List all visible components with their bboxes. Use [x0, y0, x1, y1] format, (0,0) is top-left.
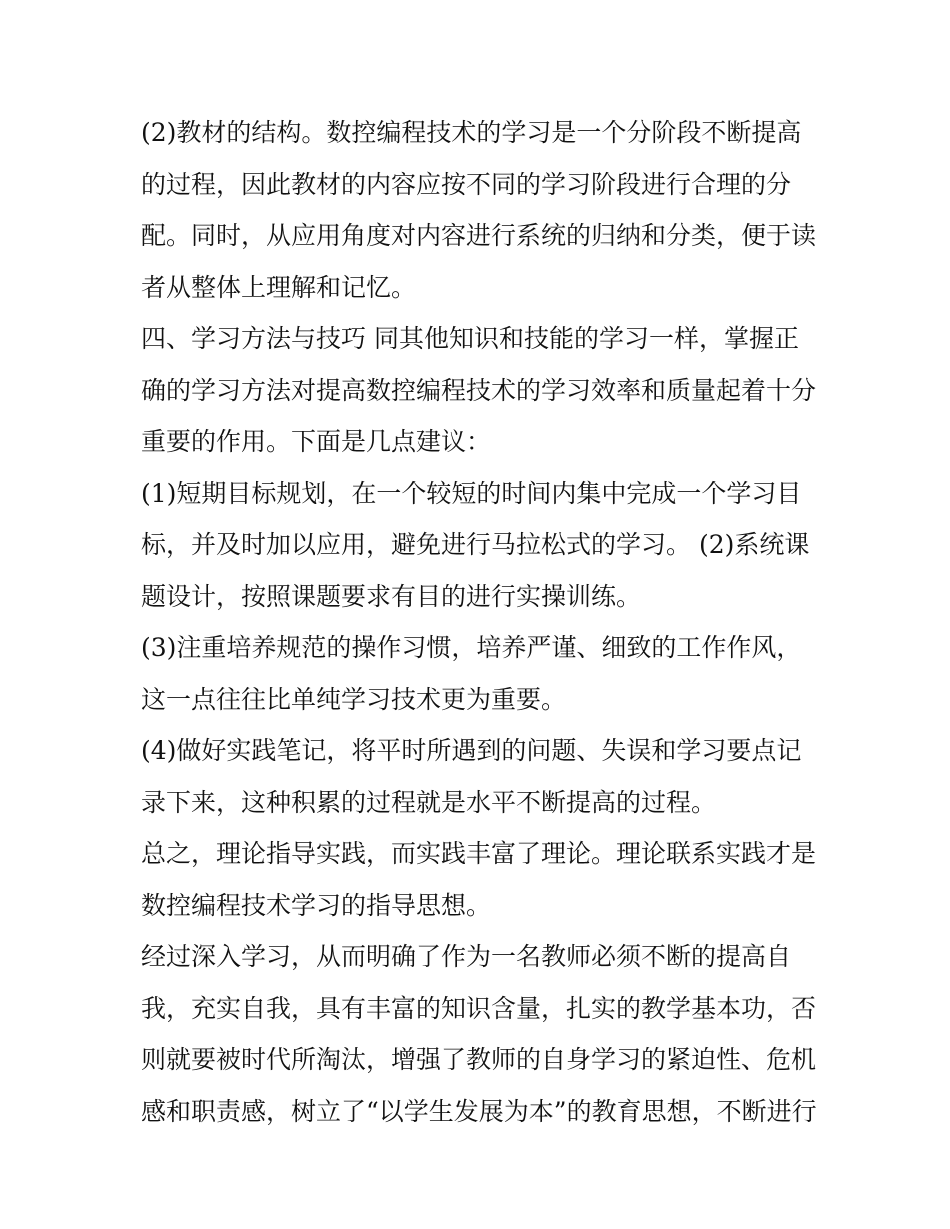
text-line: 感和职责感，树立了“以学生发展为本”的教育思想，不断进行	[141, 1096, 817, 1126]
text-line: 确的学习方法对提高数控编程技术的学习效率和质量起着十分	[141, 375, 817, 405]
text-line: 配。同时，从应用角度对内容进行系统的归纳和分类，便于读	[141, 221, 817, 250]
text-line: 标，并及时加以应用，避免进行马拉松式的学习。 (2)系统课	[141, 530, 810, 559]
text-line: 重要的作用。下面是几点建议：	[141, 427, 492, 456]
text-line: 经过深入学习，从而明确了作为一名教师必须不断的提高自	[141, 942, 792, 971]
text-line: 这一点往往比单纯学习技术更为重要。	[141, 684, 567, 714]
text-line: 题设计，按照课题要求有目的进行实操训练。	[141, 581, 642, 611]
text-line: 录下来，这种积累的过程就是水平不断提高的过程。	[141, 787, 717, 817]
text-line: (1)短期目标规划，在一个较短的时间内集中完成一个学习目	[141, 478, 802, 508]
document-body	[141, 107, 821, 1137]
text-line: (4)做好实践笔记，将平时所遇到的问题、失误和学习要点记	[141, 736, 802, 765]
section-heading-line: 四、学习方法与技巧 同其他知识和技能的学习一样，掌握正	[141, 324, 799, 353]
text-line: 则就要被时代所淘汰，增强了教师的自身学习的紧迫性、危机	[141, 1045, 817, 1074]
text-line: (2)教材的结构。数控编程技术的学习是一个分阶段不断提高	[141, 118, 802, 147]
text-line: 数控编程技术学习的指导思想。	[141, 890, 492, 920]
text-line: 的过程，因此教材的内容应按不同的学习阶段进行合理的分	[141, 169, 792, 199]
text-line: 总之，理论指导实践，而实践丰富了理论。理论联系实践才是	[141, 839, 817, 868]
text-line: 我，充实自我，具有丰富的知识含量，扎实的教学基本功，否	[141, 993, 817, 1023]
text-line: 者从整体上理解和记忆。	[141, 272, 417, 302]
text-line: (3)注重培养规范的操作习惯，培养严谨、细致的工作作风，	[141, 633, 802, 662]
